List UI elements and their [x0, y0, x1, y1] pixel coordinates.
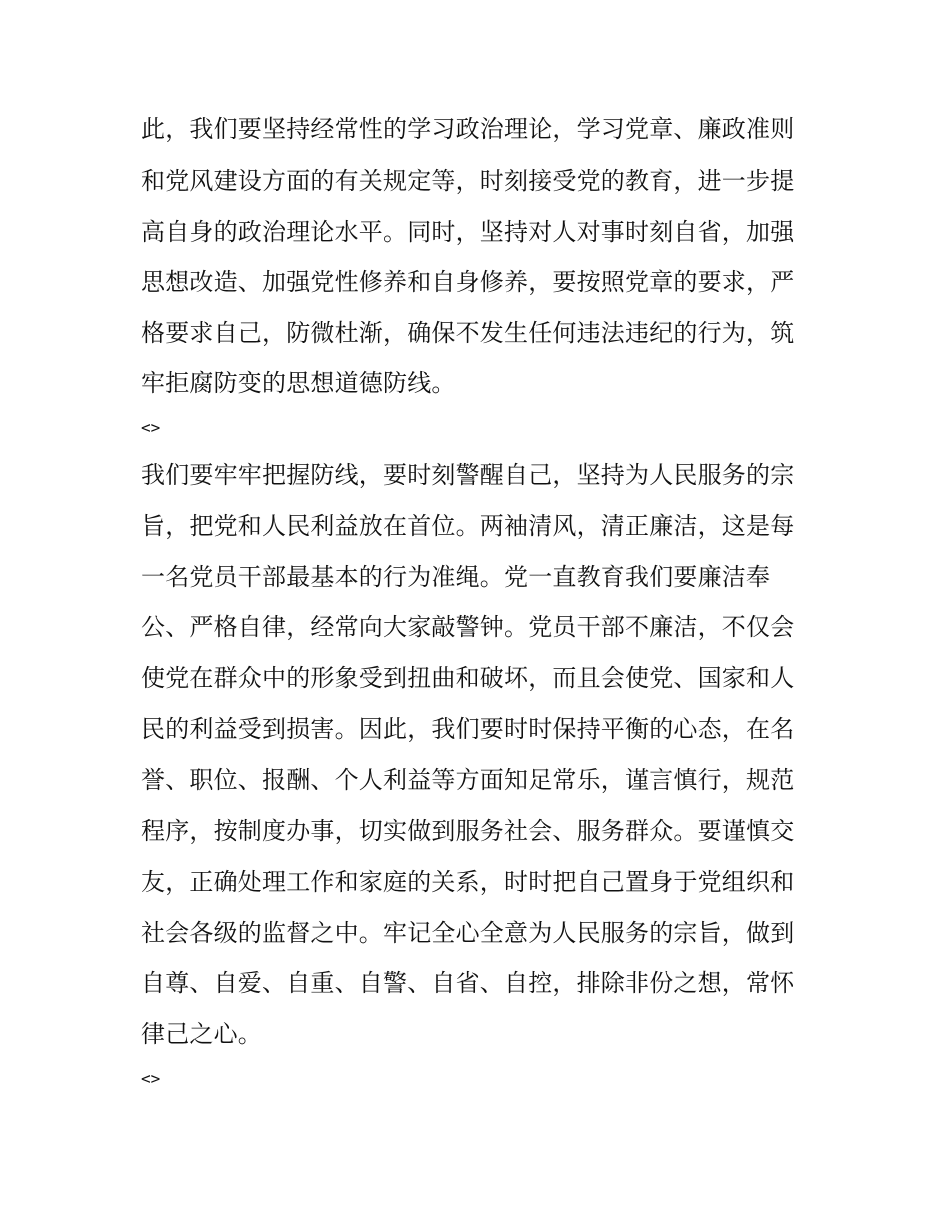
- text-line: 旨，把党和人民利益放在首位。两袖清风，清正廉洁，这是每: [141, 512, 795, 540]
- text-line: 使党在群众中的形象受到扭曲和破坏，而且会使党、国家和人: [141, 664, 795, 692]
- text-line: 律己之心。: [141, 1020, 262, 1048]
- text-line: 民的利益受到损害。因此，我们要时时保持平衡的心态，在名: [141, 715, 795, 743]
- text-line: 誉、职位、报酬、个人利益等方面知足常乐，谨言慎行，规范: [141, 766, 795, 794]
- text-line: 友，正确处理工作和家庭的关系，时时把自己置身于党组织和: [141, 868, 795, 896]
- text-line: 一名党员干部最基本的行为准绳。党一直教育我们要廉洁奉: [141, 563, 771, 591]
- text-line: 高自身的政治理论水平。同时，坚持对人对事时刻自省，加强: [141, 218, 795, 246]
- text-line: 我们要牢牢把握防线，要时刻警醒自己，坚持为人民服务的宗: [141, 461, 795, 489]
- text-line: 牢拒腐防变的思想道德防线。: [141, 369, 456, 397]
- section-separator: <>: [141, 1069, 161, 1088]
- text-line: 社会各级的监督之中。牢记全心全意为人民服务的宗旨，做到: [141, 919, 795, 947]
- text-line: 自尊、自爱、自重、自警、自省、自控，排除非份之想，常怀: [141, 969, 795, 997]
- text-line: 格要求自己，防微杜渐，确保不发生任何违法违纪的行为，筑: [141, 319, 795, 347]
- text-line: 程序，按制度办事，切实做到服务社会、服务群众。要谨慎交: [141, 817, 795, 845]
- text-line: 此，我们要坚持经常性的学习政治理论，学习党章、廉政准则: [141, 115, 795, 143]
- text-line: 公、严格自律，经常向大家敲警钟。党员干部不廉洁，不仅会: [141, 613, 795, 641]
- text-line: 和党风建设方面的有关规定等，时刻接受党的教育，进一步提: [141, 167, 795, 195]
- text-line: 思想改造、加强党性修养和自身修养，要按照党章的要求，严: [141, 268, 795, 296]
- section-separator: <>: [141, 418, 161, 437]
